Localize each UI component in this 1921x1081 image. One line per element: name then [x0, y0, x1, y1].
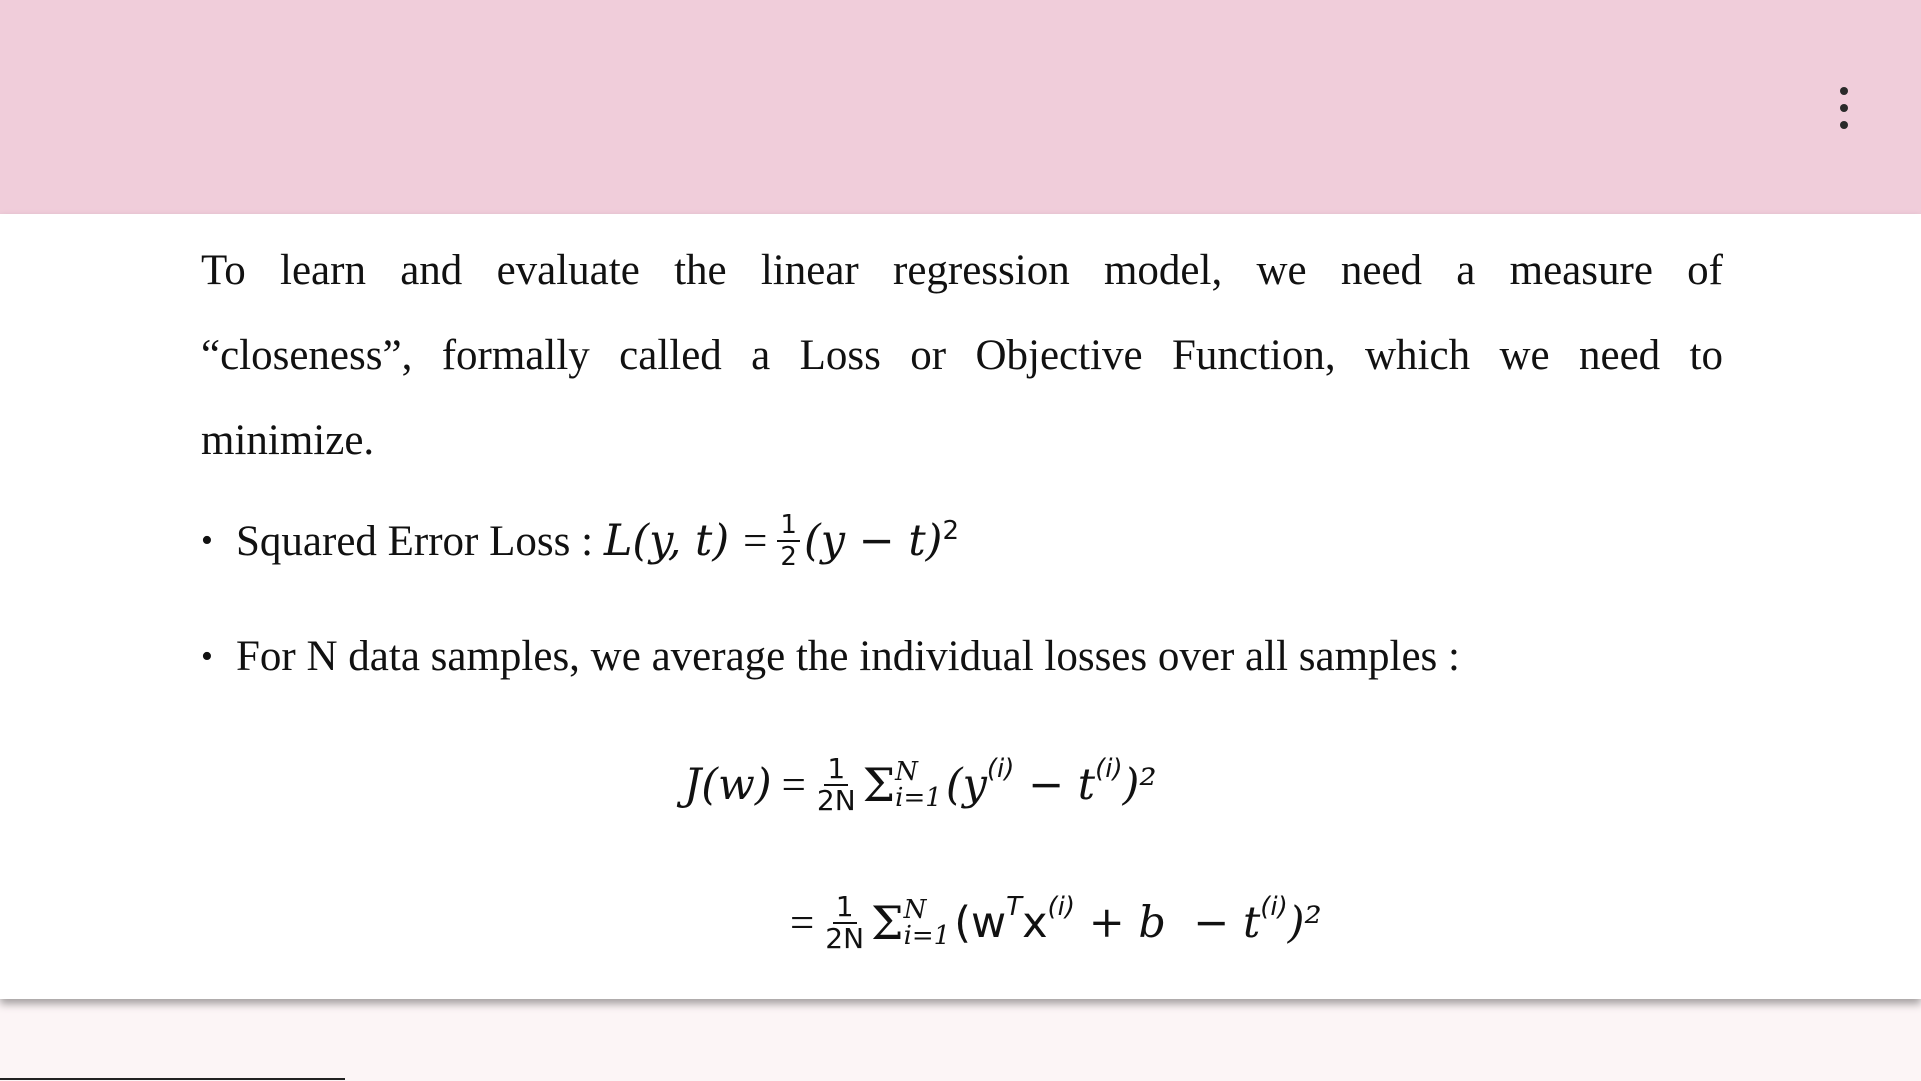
- upper-limit: N: [895, 757, 918, 787]
- eq-term: )²: [1122, 760, 1157, 810]
- eq-term: − t: [1014, 760, 1096, 810]
- menu-dot: [1840, 104, 1848, 112]
- paragraph-line: To learn and evaluate the linear regression model, we need a measure of: [201, 247, 1723, 294]
- superscript: (i): [986, 754, 1015, 784]
- paragraph-line: “closeness”, formally called a Loss or Objective Function, which we need to: [201, 332, 1723, 379]
- fraction-numerator: 1: [777, 510, 800, 542]
- slide-content: [0, 214, 1921, 999]
- loss-lhs: L(y, t): [603, 516, 730, 566]
- equals-sign: =: [781, 761, 806, 809]
- bullet-icon: •: [201, 522, 213, 559]
- fraction: [777, 510, 800, 572]
- fraction: [822, 892, 867, 954]
- sigma-symbol: Σ: [862, 758, 896, 812]
- bullet-squared-error: [201, 510, 959, 572]
- paragraph-line: minimize.: [201, 417, 375, 464]
- transpose-superscript: T: [1006, 892, 1023, 922]
- bullet-average: [201, 632, 1460, 681]
- eq-term: + b − t: [1075, 898, 1261, 948]
- exponent: 2: [942, 516, 959, 546]
- fraction-denominator: 2N: [816, 784, 856, 817]
- superscript: (i): [1095, 754, 1123, 784]
- superscript: (i): [1260, 892, 1288, 922]
- fraction-denominator: 2: [780, 542, 797, 572]
- bottom-divider: [0, 1078, 345, 1080]
- top-toolbar: [0, 0, 1921, 214]
- superscript: (i): [1047, 892, 1076, 922]
- menu-dot: [1840, 121, 1848, 129]
- summation: [863, 758, 946, 812]
- fraction-denominator: 2N: [825, 922, 865, 955]
- summation-limits: [895, 759, 942, 811]
- summation: [871, 896, 954, 950]
- intro-paragraph: [201, 228, 1723, 483]
- upper-limit: N: [903, 895, 927, 925]
- eq-term: (y: [945, 760, 987, 810]
- equals-sign: =: [743, 517, 768, 565]
- fraction: [814, 754, 859, 816]
- cost-lhs: J(w): [684, 760, 772, 810]
- sigma-symbol: Σ: [871, 896, 904, 950]
- loss-rhs: (y − t): [803, 516, 943, 566]
- bullet-label: For N data samples, we average the individual losses over all samples :: [236, 633, 1460, 680]
- bullet-icon: •: [201, 637, 213, 675]
- more-vertical-icon[interactable]: [1822, 80, 1866, 136]
- cost-equation-2: [790, 892, 1322, 954]
- fraction-numerator: 1: [824, 754, 848, 786]
- equals-sign: =: [790, 899, 815, 947]
- menu-dot: [1840, 87, 1848, 95]
- bullet-label: Squared Error Loss :: [236, 517, 604, 565]
- cost-equation-1: [684, 754, 1157, 816]
- summation-limits: [904, 897, 951, 949]
- lower-limit: i=1: [903, 921, 951, 951]
- eq-term: x: [1022, 898, 1048, 948]
- eq-term: )²: [1287, 898, 1322, 948]
- lower-limit: i=1: [895, 783, 942, 813]
- fraction-numerator: 1: [833, 892, 857, 924]
- eq-term: (w: [954, 898, 1007, 948]
